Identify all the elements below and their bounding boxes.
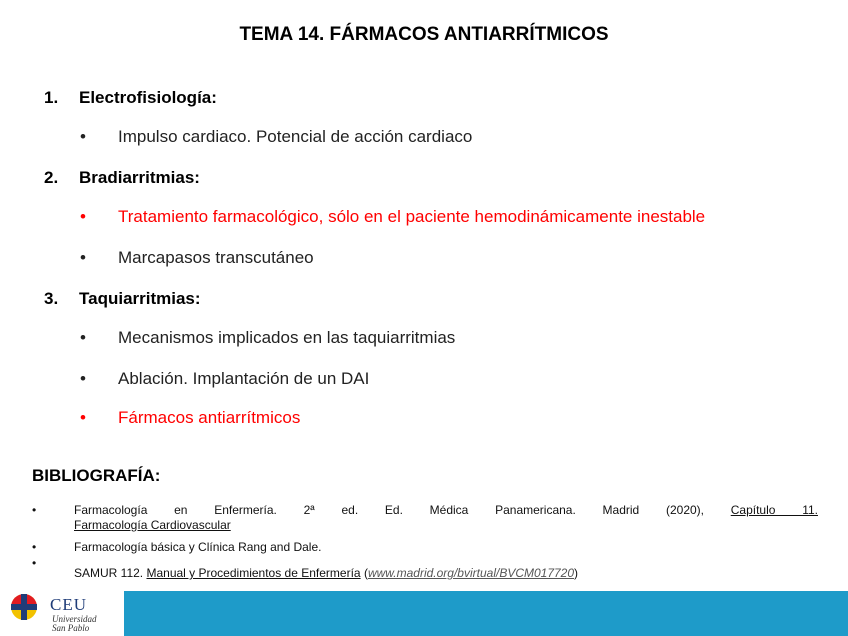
footer-band — [124, 591, 848, 636]
section-2 — [44, 168, 200, 188]
entry-text — [74, 503, 818, 518]
item-text: Fármacos antiarrítmicos — [118, 408, 301, 427]
section-number: 1. — [44, 88, 59, 107]
bullet: • — [32, 556, 37, 570]
logo-subtitle-line: Universidad — [52, 614, 97, 624]
logo-word: CEU — [50, 595, 87, 614]
list-item-highlight — [80, 408, 300, 428]
section-3 — [44, 289, 201, 309]
bibliography-entry — [32, 566, 818, 582]
chapter-link[interactable]: Capítulo 11. — [730, 503, 818, 517]
item-text: Tratamiento farmacológico, sólo en el paciente hemodinámicamente inestable — [118, 207, 706, 226]
list-item — [80, 127, 472, 147]
bibliography-entry — [32, 503, 818, 535]
item-text: Marcapasos transcutáneo — [118, 248, 314, 267]
bibliography-heading: BIBLIOGRAFÍA: — [32, 466, 161, 485]
bullet: • — [80, 408, 86, 427]
section-number: 2. — [44, 168, 59, 187]
manual-link[interactable]: Manual y Procedimientos de Enfermería — [146, 566, 361, 580]
entry-text: Farmacología básica y Clínica Rang and Dale. — [74, 540, 322, 554]
section-1 — [44, 88, 217, 108]
bullet: • — [32, 540, 37, 554]
section-label: Taquiarritmias: — [79, 289, 201, 308]
url-link[interactable]: www.madrid.org/bvirtual/BVCM017720 — [367, 566, 575, 580]
list-item — [80, 248, 314, 268]
paren-close: ) — [574, 566, 579, 580]
bullet: • — [80, 248, 86, 267]
section-label: Bradiarritmias: — [79, 168, 200, 187]
section-label: Electrofisiología: — [79, 88, 217, 107]
page-title: TEMA 14. FÁRMACOS ANTIARRÍTMICOS — [239, 24, 609, 45]
item-text: Mecanismos implicados en las taquiarritmias — [118, 328, 456, 347]
logo-subtitle — [52, 615, 97, 633]
item-text: Impulso cardiaco. Potencial de acción cardiaco — [118, 127, 473, 146]
entry-reference: Farmacología en Enfermería. 2ª ed. Ed. Médica Panamericana. Madrid (2020), — [74, 503, 704, 517]
entry-prefix: SAMUR 112. — [74, 566, 144, 580]
bullet: • — [32, 503, 37, 517]
bullet: • — [80, 207, 86, 226]
bibliography-entry — [32, 540, 818, 556]
logo-subtitle-line: San Pablo — [52, 623, 90, 633]
bullet: • — [80, 127, 86, 146]
list-item-highlight — [80, 207, 705, 227]
paren-open: ( — [363, 566, 368, 580]
section-number: 3. — [44, 289, 59, 308]
list-item — [80, 369, 369, 389]
chapter-title-link[interactable]: Farmacología Cardiovascular — [74, 518, 231, 532]
bullet: • — [80, 369, 86, 388]
entry-text — [74, 566, 578, 581]
item-text: Ablación. Implantación de un DAI — [118, 369, 370, 388]
list-item — [80, 328, 455, 348]
bullet: • — [80, 328, 86, 347]
